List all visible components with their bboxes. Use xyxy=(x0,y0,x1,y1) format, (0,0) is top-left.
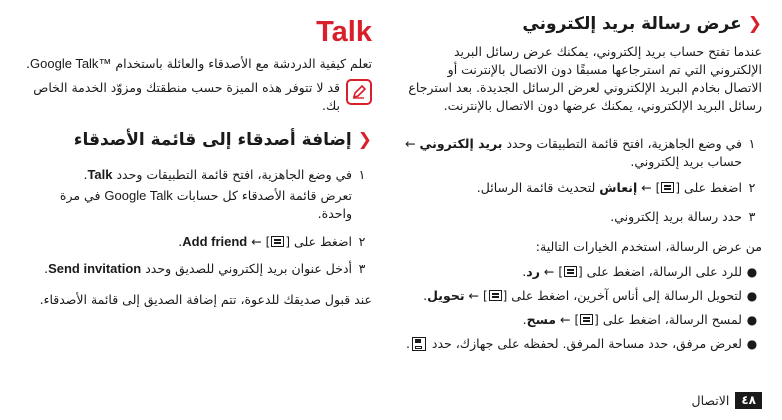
menu-key-icon: [ ] xyxy=(558,265,583,279)
talk-step-3: ٣ أدخل عنوان بريد إلكتروني للصديق وحدد Send invitation. xyxy=(44,261,366,276)
talk-step-2: ٢ اضغط على [ ] ← Add friend. xyxy=(178,234,366,249)
menu-key-icon: [ ] xyxy=(482,289,508,303)
menu-key-icon: [ ] xyxy=(265,235,291,249)
talk-column xyxy=(12,0,372,330)
bullet-icon: ● xyxy=(746,289,758,303)
email-step-2: ٢ اضغط على [ ] ← إنعاش لتحديث قائمة الرسائل. xyxy=(476,180,756,195)
add-friends-heading xyxy=(12,130,372,150)
menu-key-icon: [ ] xyxy=(655,181,681,195)
availability-note: قد لا تتوفر هذه الميزة حسب منطقتك ومزوّد الخدمة الخاص بك. xyxy=(12,79,372,115)
talk-step-1: ١ في وضع الجاهزية، افتح قائمة التطبيقات وحدد Talk. xyxy=(83,167,366,182)
menu-key-icon: [ ] xyxy=(574,313,599,327)
bullet-icon: ● xyxy=(746,337,758,351)
email-step-1: ١ في وضع الجاهزية، افتح قائمة التطبيقات وحدد بريد إلكتروني ← حساب بريد إلكتروني. xyxy=(405,136,756,169)
email-view-title: عرض رسالة بريد إلكتروني xyxy=(522,14,742,34)
footer-section: الاتصال xyxy=(691,392,730,408)
chevron-icon: ❮ xyxy=(357,130,372,150)
page-number: ٤٨ xyxy=(735,392,762,409)
options-intro: من عرض الرسالة، استخدم الخيارات التالية: xyxy=(535,239,762,254)
talk-intro: تعلم كيفية الدردشة مع الأصدقاء والعائلة باستخدام Google Talk™. xyxy=(26,56,372,71)
talk-step-1-detail: تعرض قائمة الأصدقاء كل حسابات Google Talk في مرة واحدة. xyxy=(59,188,352,221)
chevron-icon: ❮ xyxy=(747,14,762,34)
save-icon xyxy=(412,337,426,351)
email-view-heading xyxy=(404,14,762,34)
option-attachment: ● لعرض مرفق، حدد مساحة المرفق. لحفظه على جهازك، حدد . xyxy=(404,335,762,353)
option-forward: ● لتحويل الرسالة إلى أناس آخرين، اضغط على [ ] ← تحويل. xyxy=(404,287,762,305)
bullet-icon: ● xyxy=(746,265,758,279)
page-footer xyxy=(662,390,762,410)
email-step-3: ٣ حدد رسالة بريد إلكتروني. xyxy=(610,209,756,224)
option-delete: ● لمسح الرسالة، اضغط على [ ] ← مسح. xyxy=(404,311,762,329)
talk-closing: عند قبول صديقك للدعوة، تتم إضافة الصديق إلى قائمة الأصدقاء. xyxy=(39,292,372,307)
note-icon xyxy=(346,79,372,105)
option-reply: ● للرد على الرسالة، اضغط على [ ] ← رد. xyxy=(404,263,762,281)
email-view-intro: عندما تفتح حساب بريد إلكتروني، يمكنك عرض رسائل البريد الإلكتروني التي تم استرجاعها مسبقًا دون الاتصال بالإنترنت أو الاتصال بخادم البريد الإلكتروني لعرض الرسائل الجديدة. بعد استرجاع رسائل البريد الإلكتروني، يمكنك عرضها دون الاتصال بالإنترنت. xyxy=(408,44,762,113)
talk-title: Talk xyxy=(316,16,372,48)
bullet-icon: ● xyxy=(746,313,758,327)
add-friends-title: إضافة أصدقاء إلى قائمة الأصدقاء xyxy=(73,130,352,150)
